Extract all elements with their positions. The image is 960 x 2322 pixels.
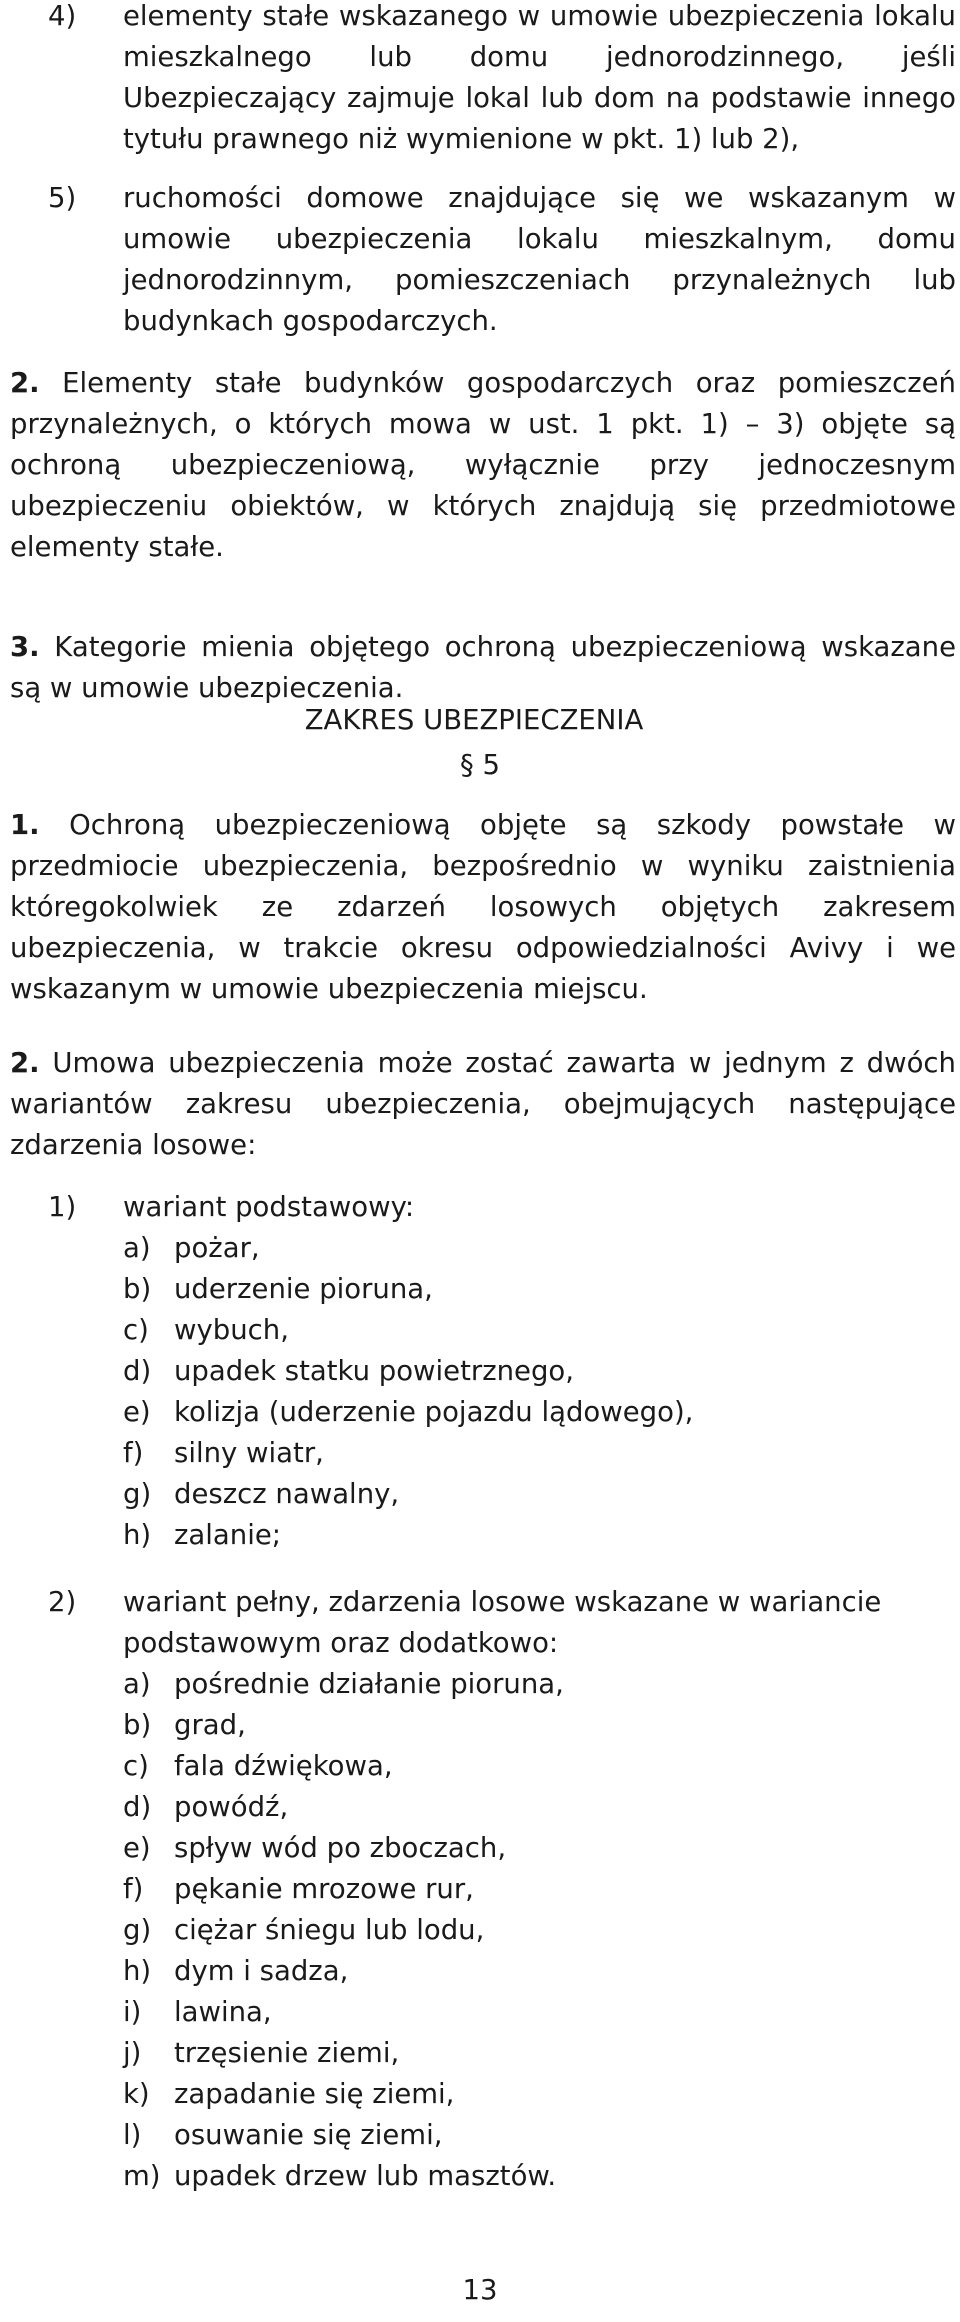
section-number: 2. [10, 1047, 40, 1079]
item-letter: d) [123, 1355, 152, 1387]
variant-basic [48, 1187, 956, 1556]
list-item [48, 1474, 956, 1515]
item-text: deszcz nawalny, [174, 1478, 400, 1510]
list-item [48, 1869, 956, 1910]
item-letter: c) [123, 1314, 149, 1346]
section-text: Ochroną ubezpieczeniową objęte są szkody powstałe w przedmiocie ubezpieczenia, bezpośrednio w wyniku zaistnienia któregokolwiek ze zdarzeń losowych objętych zakresem ubezpieczenia, w trakcie okresu odpowiedzialności Avivy i we wskazanym w umowie ubezpieczenia miejscu. [10, 809, 956, 1005]
risk-list [48, 1228, 956, 1556]
list-item [48, 1705, 956, 1746]
list-item [48, 1392, 956, 1433]
item-letter: f) [123, 1873, 144, 1905]
section-3 [10, 627, 956, 709]
list-item-4 [48, 0, 956, 160]
item-letter: b) [123, 1709, 152, 1741]
section-2 [10, 363, 956, 568]
item-letter: c) [123, 1750, 149, 1782]
item-text: osuwanie się ziemi, [174, 2119, 443, 2151]
item-letter: g) [123, 1478, 152, 1510]
item-text: fala dźwiękowa, [174, 1750, 393, 1782]
section-number: 3. [10, 631, 40, 663]
item-letter: h) [123, 1519, 152, 1551]
item-letter: k) [123, 2078, 150, 2110]
item-text: silny wiatr, [174, 1437, 324, 1469]
item-text: dym i sadza, [174, 1955, 349, 1987]
list-text: ruchomości domowe znajdujące się we wskazanym w umowie ubezpieczenia lokalu mieszkalnym, domu jednorodzinnym, pomieszczeniach przynależnych lub budynkach gospodarczych. [123, 182, 956, 337]
variant-number: 2) [48, 1586, 77, 1618]
item-text: pękanie mrozowe rur, [174, 1873, 474, 1905]
list-item [48, 2033, 956, 2074]
item-text: zapadanie się ziemi, [174, 2078, 455, 2110]
list-item [48, 1992, 956, 2033]
item-text: lawina, [174, 1996, 272, 2028]
section-heading: ZAKRES UBEZPIECZENIA [304, 704, 644, 736]
item-text: upadek statku powietrznego, [174, 1355, 574, 1387]
item-text: zalanie; [174, 1519, 282, 1551]
list-item [48, 2074, 956, 2115]
section-number: 2. [10, 367, 40, 399]
list-item [48, 1515, 956, 1556]
item-text: ciężar śniegu lub lodu, [174, 1914, 485, 1946]
section-number: 1. [10, 809, 40, 841]
variant-title: wariant pełny, zdarzenia losowe wskazane w wariancie podstawowym oraz dodatkowo: [123, 1586, 882, 1659]
item-letter: a) [123, 1668, 151, 1700]
paragraph-mark: § 5 [460, 749, 500, 781]
item-letter: h) [123, 1955, 152, 1987]
risk-list [48, 1664, 956, 2197]
item-letter: j) [123, 2037, 142, 2069]
list-item [48, 1433, 956, 1474]
item-letter: m) [123, 2160, 161, 2192]
item-letter: i) [123, 1996, 142, 2028]
list-item [48, 1269, 956, 1310]
list-item [48, 1787, 956, 1828]
item-letter: l) [123, 2119, 142, 2151]
item-letter: d) [123, 1791, 152, 1823]
variant-number: 1) [48, 1191, 77, 1223]
section-5-1 [10, 805, 956, 1010]
list-number: 4) [48, 0, 77, 32]
list-item [48, 2115, 956, 2156]
list-item [48, 1828, 956, 1869]
item-text: upadek drzew lub masztów. [174, 2160, 557, 2192]
item-letter: b) [123, 1273, 152, 1305]
item-text: pożar, [174, 1232, 260, 1264]
item-text: uderzenie pioruna, [174, 1273, 433, 1305]
list-item-5 [48, 178, 956, 342]
list-item [48, 1228, 956, 1269]
item-text: spływ wód po zboczach, [174, 1832, 507, 1864]
variant-title: wariant podstawowy: [123, 1191, 415, 1223]
list-text: elementy stałe wskazanego w umowie ubezpieczenia lokalu mieszkalnego lub domu jednorodzinnego, jeśli Ubezpieczający zajmuje lokal lub dom na podstawie innego tytułu prawnego niż wymienione w pkt. 1) lub 2), [123, 0, 956, 155]
list-item [48, 1664, 956, 1705]
item-letter: a) [123, 1232, 151, 1264]
item-text: powódź, [174, 1791, 289, 1823]
list-item [48, 1951, 956, 1992]
item-text: pośrednie działanie pioruna, [174, 1668, 564, 1700]
list-item [48, 1351, 956, 1392]
list-item [48, 2156, 956, 2197]
item-text: wybuch, [174, 1314, 289, 1346]
item-text: kolizja (uderzenie pojazdu lądowego), [174, 1396, 694, 1428]
item-letter: f) [123, 1437, 144, 1469]
item-letter: g) [123, 1914, 152, 1946]
variant-full [48, 1582, 956, 2197]
item-text: grad, [174, 1709, 246, 1741]
list-item [48, 1910, 956, 1951]
item-letter: e) [123, 1832, 151, 1864]
section-text: Kategorie mienia objętego ochroną ubezpieczeniową wskazane są w umowie ubezpieczenia. [10, 631, 956, 704]
item-text: trzęsienie ziemi, [174, 2037, 400, 2069]
list-item [48, 1310, 956, 1351]
list-number: 5) [48, 182, 77, 214]
section-text: Umowa ubezpieczenia może zostać zawarta w jednym z dwóch wariantów zakresu ubezpieczenia, obejmujących następujące zdarzenia losowe: [10, 1047, 956, 1161]
item-letter: e) [123, 1396, 151, 1428]
section-5-2 [10, 1043, 956, 1166]
section-text: Elementy stałe budynków gospodarczych oraz pomieszczeń przynależnych, o których mowa w ust. 1 pkt. 1) – 3) objęte są ochroną ubezpieczeniową, wyłącznie przy jednoczesnym ubezpieczeniu obiektów, w których znajdują się przedmiotowe elementy stałe. [10, 367, 956, 563]
page-number: 13 [462, 2274, 498, 2306]
list-item [48, 1746, 956, 1787]
